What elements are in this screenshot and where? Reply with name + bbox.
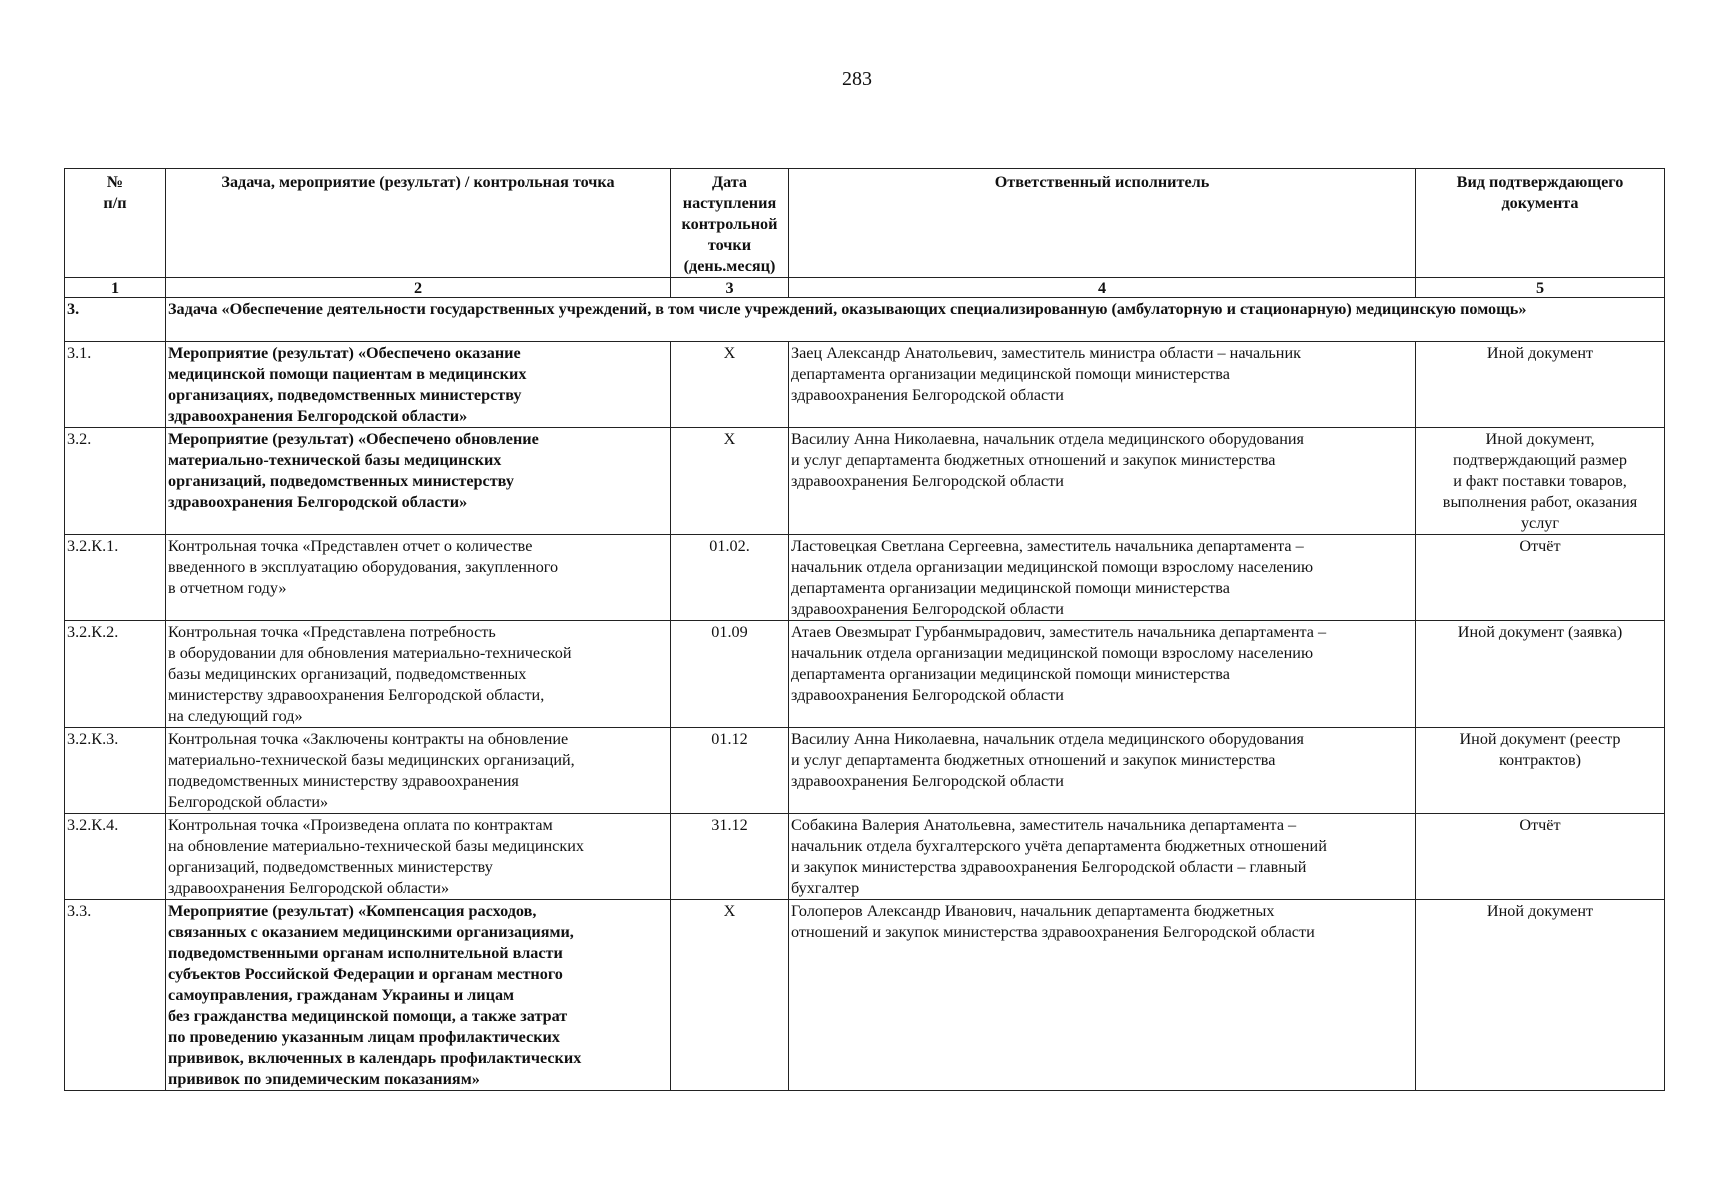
table-row <box>65 814 1665 900</box>
row-executor: Василиу Анна Николаевна, начальник отдела медицинского оборудования и услуг департамента бюджетных отношений и закупок министерства здравоохранения Белгородской области <box>789 428 1416 535</box>
row-document: Иной документ (реестр контрактов) <box>1416 728 1665 814</box>
header-row <box>65 169 1665 278</box>
row-date: 01.02. <box>671 535 789 621</box>
row-document: Иной документ <box>1416 900 1665 1091</box>
table-row <box>65 428 1665 535</box>
row-date: 01.09 <box>671 621 789 728</box>
row-name: Контрольная точка «Представлен отчет о количестве введенного в эксплуатацию оборудования, закупленного в отчетном году» <box>166 535 671 621</box>
row-executor: Заец Александр Анатольевич, заместитель министра области – начальник департамента организации медицинской помощи министерства здравоохранения Белгородской области <box>789 342 1416 428</box>
header-task: Задача, мероприятие (результат) / контрольная точка <box>166 169 671 278</box>
row-document: Отчёт <box>1416 535 1665 621</box>
header-executor: Ответственный исполнитель <box>789 169 1416 278</box>
column-number: 1 <box>65 278 166 298</box>
column-number: 3 <box>671 278 789 298</box>
row-date: X <box>671 900 789 1091</box>
row-document: Иной документ <box>1416 342 1665 428</box>
page-number: 283 <box>842 68 872 90</box>
row-number: 3.2. <box>65 428 166 535</box>
header-number: № п/п <box>65 169 166 278</box>
row-document: Отчёт <box>1416 814 1665 900</box>
table-row <box>65 621 1665 728</box>
column-number: 4 <box>789 278 1416 298</box>
row-document: Иной документ (заявка) <box>1416 621 1665 728</box>
row-executor: Ластовецкая Светлана Сергеевна, заместитель начальника департамента – начальник отдела организации медицинской помощи взрослому населению департамента организации медицинской помощи министерства здравоохранения Белгородской области <box>789 535 1416 621</box>
row-name: Мероприятие (результат) «Компенсация расходов, связанных с оказанием медицинскими организациями, подведомственными органам исполнительной власти субъектов Российской Федерации и органам местного самоуправления, гражданам Украины и лицам без гражданства медицинской помощи, а также затрат по проведению указанным лицам профилактических прив​ивок, включенных в календарь профилактических прив​ивок по эпидемическим показаниям» <box>166 900 671 1091</box>
row-number: 3.1. <box>65 342 166 428</box>
row-number: 3.2.К.2. <box>65 621 166 728</box>
table-row <box>65 535 1665 621</box>
row-number: 3.2.К.3. <box>65 728 166 814</box>
table-row <box>65 342 1665 428</box>
row-name: Контрольная точка «Произведена оплата по контрактам на обновление материально-технической базы медицинских организаций, подведомственных министерству здравоохранения Белгородской области» <box>166 814 671 900</box>
row-name: Мероприятие (результат) «Обеспечено обновление материально-технической базы медицинских организаций, подведомственных министерству здравоохранения Белгородской области» <box>166 428 671 535</box>
task-title: Задача «Обеспечение деятельности государственных учреждений, в том числе учреждений, оказывающих специализированную (амбулаторную и стационарную) медицинскую помощь» <box>166 298 1665 342</box>
header-document: Вид подтверждающего документа <box>1416 169 1665 278</box>
column-number: 2 <box>166 278 671 298</box>
row-executor: Собакина Валерия Анатольевна, заместитель начальника департамента – начальник отдела бухгалтерского учёта департамента бюджетных отношений и закупок министерства здравоохранения Белгородской области – главный бухгалтер <box>789 814 1416 900</box>
row-name: Мероприятие (результат) «Обеспечено оказание медицинской помощи пациентам в медицинских организациях, подведомственных министерству здравоохранения Белгородской области» <box>166 342 671 428</box>
row-number: 3.3. <box>65 900 166 1091</box>
row-name: Контрольная точка «Заключены контракты на обновление материально-технической базы медицинских организаций, подведомственных министерству здравоохранения Белгородской области» <box>166 728 671 814</box>
table-row <box>65 900 1665 1091</box>
row-executor: Голоперов Александр Иванович, начальник департамента бюджетных отношений и закупок министерства здравоохранения Белгородской области <box>789 900 1416 1091</box>
header-date: Дата наступления контрольной точки (день.месяц) <box>671 169 789 278</box>
control-points-table <box>64 168 1665 1091</box>
table-row <box>65 728 1665 814</box>
row-name: Контрольная точка «Представлена потребность в оборудовании для обновления материально-технической базы медицинских организаций, подведомственных министерству здравоохранения Белгородской области, на следующий год» <box>166 621 671 728</box>
row-number: 3.2.К.1. <box>65 535 166 621</box>
row-document: Иной документ, подтверждающий размер и факт поставки товаров, выполнения работ, оказания услуг <box>1416 428 1665 535</box>
row-number: 3.2.К.4. <box>65 814 166 900</box>
row-date: 01.12 <box>671 728 789 814</box>
task-number: 3. <box>65 298 166 342</box>
column-number: 5 <box>1416 278 1665 298</box>
column-number-row <box>65 278 1665 298</box>
row-date: X <box>671 428 789 535</box>
row-date: 31.12 <box>671 814 789 900</box>
row-date: X <box>671 342 789 428</box>
task-row <box>65 298 1665 342</box>
row-executor: Василиу Анна Николаевна, начальник отдела медицинского оборудования и услуг департамента бюджетных отношений и закупок министерства здравоохранения Белгородской области <box>789 728 1416 814</box>
row-executor: Атаев Овезмырат Гурбанмырадович, заместитель начальника департамента – начальник отдела организации медицинской помощи взрослому населению департамента организации медицинской помощи министерства здравоохранения Белгородской области <box>789 621 1416 728</box>
